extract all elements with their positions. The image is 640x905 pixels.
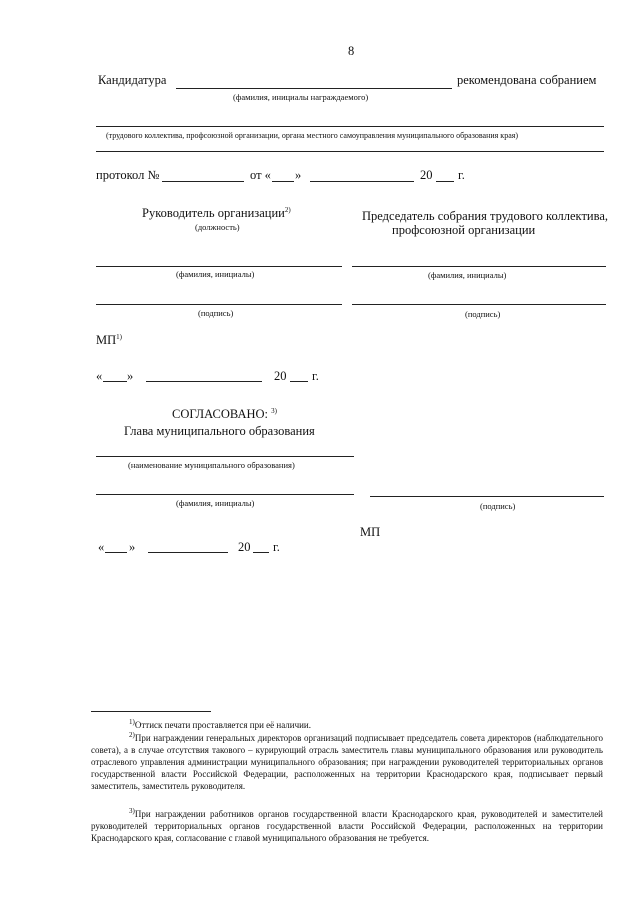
protocol-year-field[interactable] <box>436 181 454 182</box>
left-name-field[interactable] <box>96 266 342 267</box>
date1-open: « <box>96 369 103 383</box>
date2-suffix: г. <box>273 540 280 554</box>
page-number: 8 <box>348 44 355 58</box>
date1-suffix: г. <box>312 369 319 383</box>
right-sig-title-1: Председатель собрания трудового коллектива, <box>362 209 609 223</box>
date1-year: 20 <box>274 369 287 383</box>
date2-month-field[interactable] <box>148 552 228 553</box>
date1-day-field[interactable] <box>103 381 127 382</box>
date2-year: 20 <box>238 540 251 554</box>
head-name-field[interactable] <box>96 494 354 495</box>
stamp-label-2: МП <box>360 525 381 539</box>
right-signature-field[interactable] <box>352 304 606 305</box>
head-signature-field[interactable] <box>370 496 604 497</box>
approval-title: СОГЛАСОВАНО: $^{3)}$ <box>172 407 277 422</box>
awardee-name-caption: (фамилия, инициалы награждаемого) <box>233 92 369 102</box>
head-signature-caption: (подпись) <box>480 501 516 511</box>
footnote-3: $^{3)}$При награждении работников органов государственной власти Краснодарского края, руководителей и заместителей руководителей территориальных органов государственной власти Российской Федерации, расположенных на территории Краснодарского края, согласование с главой муниципального образования не требуется. <box>91 807 603 843</box>
protocol-year-suffix: г. <box>458 168 465 182</box>
protocol-number-field[interactable] <box>162 181 244 182</box>
recommended-text: рекомендована собранием <box>457 73 597 87</box>
awardee-name-field[interactable] <box>176 88 452 89</box>
right-name-field[interactable] <box>352 266 606 267</box>
left-position-caption: (должность) <box>195 222 240 232</box>
left-name-caption: (фамилия, инициалы) <box>176 269 255 279</box>
protocol-close-quote: » <box>295 168 302 182</box>
date2-open: « <box>98 540 105 554</box>
left-sig-title: Руководитель организации$^{2)}$ <box>142 206 291 221</box>
protocol-day-field[interactable] <box>272 181 294 182</box>
footnote-1: $^{1)}$Оттиск печати проставляется при её наличии. <box>129 718 312 730</box>
organization-caption: (трудового коллектива, профсоюзной организации, органа местного самоуправления муниципального образования края) <box>106 131 519 140</box>
date1-month-field[interactable] <box>146 381 262 382</box>
municipality-field[interactable] <box>96 456 354 457</box>
municipality-caption: (наименование муниципального образования) <box>128 460 295 470</box>
protocol-from: от « <box>250 168 271 182</box>
protocol-month-field[interactable] <box>310 181 414 182</box>
footnote-2: $^{2)}$При награждении генеральных директоров организаций подписывает председатель совета директоров (наблюдательного совета), а в случае отсутствия такового – курирующий отрасль заместитель главы муниципального образования или руководитель отраслевого управления администрации муниципального образования; при награждении руководителей территориальных органов государственной власти Российской Федерации, расположенных на территории Краснодарского края, подписывает первый заместитель, заместитель руководителя. <box>91 731 603 791</box>
left-signature-field[interactable] <box>96 304 342 305</box>
date1-close: » <box>127 369 134 383</box>
right-sig-title-2: профсоюзной организации <box>392 223 536 237</box>
candidacy-label: Кандидатура <box>98 73 167 87</box>
left-signature-caption: (подпись) <box>198 308 234 318</box>
date2-year-field[interactable] <box>253 552 269 553</box>
protocol-label: протокол № <box>96 168 160 182</box>
right-name-caption: (фамилия, инициалы) <box>428 270 507 280</box>
date2-close: » <box>129 540 136 554</box>
footnote-separator <box>91 711 211 712</box>
date2-day-field[interactable] <box>105 552 127 553</box>
stamp-label-1: МП$^{1)}$ <box>96 333 122 348</box>
head-name-caption: (фамилия, инициалы) <box>176 498 255 508</box>
right-signature-caption: (подпись) <box>465 309 501 319</box>
organization-field-2[interactable] <box>96 151 604 152</box>
organization-field[interactable] <box>96 126 604 127</box>
approval-subtitle: Глава муниципального образования <box>124 424 315 438</box>
date1-year-field[interactable] <box>290 381 308 382</box>
protocol-year: 20 <box>420 168 433 182</box>
